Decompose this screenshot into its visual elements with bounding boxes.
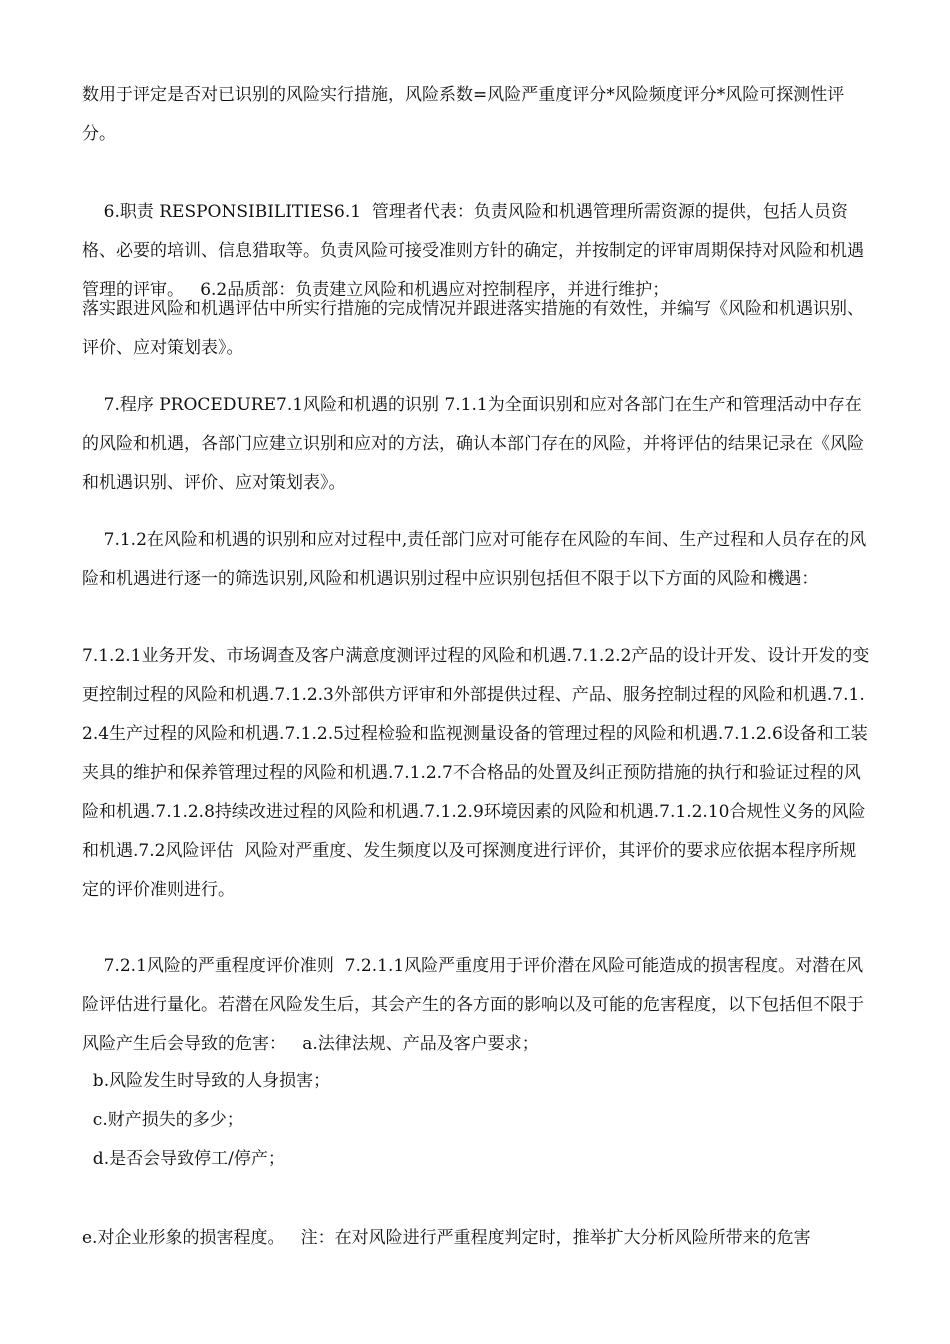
procedure-paragraph: 7.程序 PROCEDURE7.1风险和机遇的识别 7.1.1为全面识别和应对各部门在生产和管理活动中存在的风险和机遇，各部门应建立识别和应对的方法，确认本部门存在的风险，并将评估的结果记录在《风险和机遇识别、评价、应对策划表》。: [82, 395, 864, 493]
qa-followup-paragraph: 落实跟进风险和机遇评估中所实行措施的完成情况并跟进落实措施的有效性，并编写《风险和机遇识别、评价、应对策划表》。: [82, 299, 864, 358]
list-item-d: d.是否会导致停工/停产；: [82, 1149, 285, 1169]
responsibilities-paragraph: 6.职责 RESPONSIBILITIES6.1 管理者代表：负责风险和机遇管理所需资源的提供，包括人员资格、必要的培训、信息猎取等。负责风险可接受准则方针的确定，并按制定的评审周期保持对风险和机遇管理的评审。 6.2品质部：负责建立风险和机遇应对控制程序，并进行维护；: [82, 202, 864, 300]
list-item-b: b.风险发生时导致的人身损害；: [82, 1071, 331, 1091]
list-item-c: c.财产损失的多少；: [82, 1110, 244, 1130]
intro-paragraph: 数用于评定是否对已识别的风险实行措施，风险系数=风险严重度评分*风险频度评分*风险可探测性评分。: [82, 85, 845, 144]
list-item-e: e.对企业形象的损害程度。 注：在对风险进行严重程度判定时，推举扩大分析风险所带来的危害: [82, 1228, 811, 1248]
identification-items-paragraph: 7.1.2.1业务开发、市场调查及客户满意度测评过程的风险和机遇.7.1.2.2产品的设计开发、设计开发的变更控制过程的风险和机遇.7.1.2.3外部供方评审和外部提供过程、产品、服务控制过程的风险和机遇.7.1.2.4生产过程的风险和机遇.7.1.2.5过程检验和监视测量设备的管理过程的风险和机遇.7.1.2.6设备和工装夹具的维护和保养管理过程的风险和机遇.7.1.2.7不合格品的处置及纠正预防措施的执行和验证过程的风险和机遇.7.1.2.8持续改进过程的风险和机遇.7.1.2.9环境因素的风险和机遇.7.1.2.10合规性义务的风险和机遇.7.2风险评估 风险对严重度、发生频度以及可探测度进行评价，其评价的要求应依据本程序所规定的评价准则进行。: [82, 646, 870, 900]
severity-paragraph: 7.2.1风险的严重程度评价准则 7.2.1.1风险严重度用于评价潜在风险可能造成的损害程度。对潜在风险评估进行量化。若潜在风险发生后，其会产生的各方面的影响以及可能的危害程度，以下包括但不限于风险产生后会导致的危害： a.法律法规、产品及客户要求；: [82, 956, 864, 1054]
identification-paragraph: 7.1.2在风险和机遇的识别和应对过程中,责任部门应对可能存在风险的车间、生产过程和人员存在的风险和机遇进行逐一的筛选识别,风险和机遇识别过程中应识别包括但不限于以下方面的风险和機遇：: [82, 530, 867, 589]
